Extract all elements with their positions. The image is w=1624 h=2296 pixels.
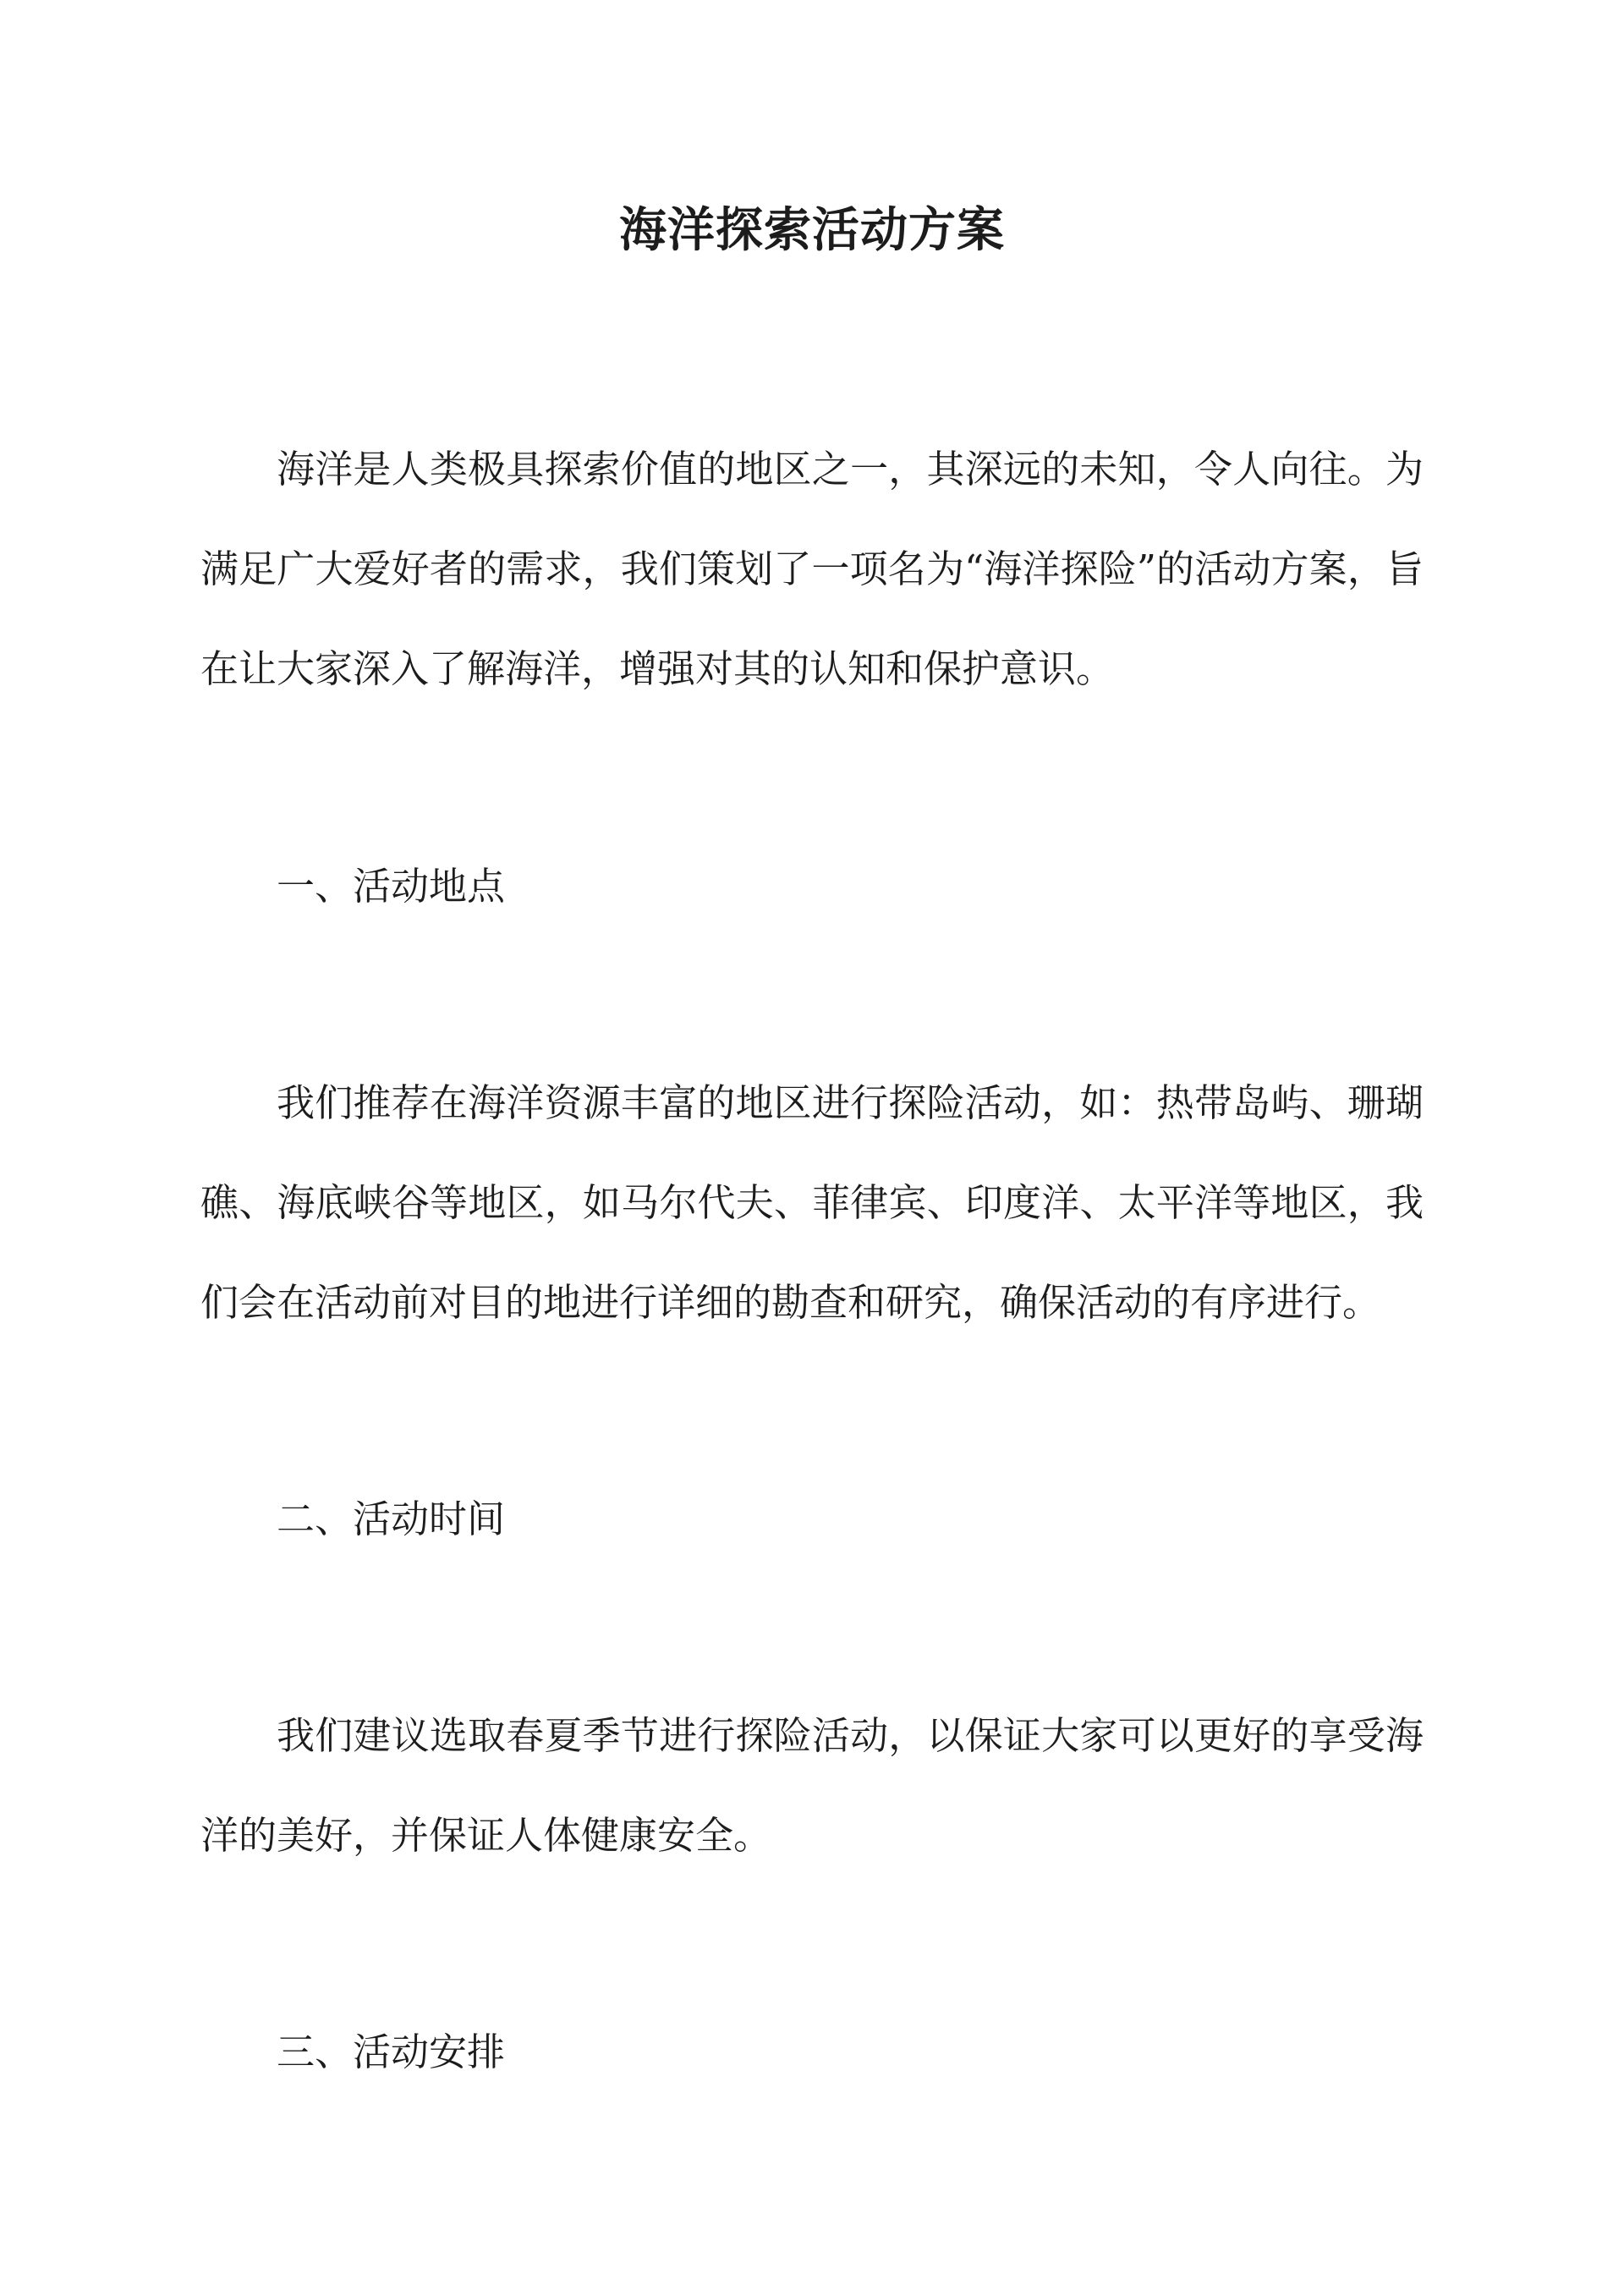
section-heading-arrangement: 三、活动安排: [277, 2030, 506, 2074]
document-title: 海洋探索活动方案: [619, 202, 1005, 258]
section-heading-time: 二、活动时间: [277, 1497, 506, 1541]
section-body-location: 我们推荐在海洋资源丰富的地区进行探险活动，如：热带岛屿、珊瑚礁、海底峡谷等地区，如马尔代夫、菲律宾、印度洋、太平洋等地区，我们会在活动前对目的地进行详细的勘查和研究，确保活动的有序进行。: [200, 1080, 1424, 1325]
intro-paragraph: 海洋是人类极具探索价值的地区之一，其深远的未知，令人向往。为满足广大爱好者的需求，我们策划了一项名为“海洋探险”的活动方案，旨在让大家深入了解海洋，增强对其的认知和保护意识。: [200, 447, 1424, 691]
section-body-time: 我们建议选取春夏季节进行探险活动，以保证大家可以更好的享受海洋的美好，并保证人体健康安全。: [200, 1713, 1424, 1858]
section-heading-location: 一、活动地点: [277, 864, 506, 909]
